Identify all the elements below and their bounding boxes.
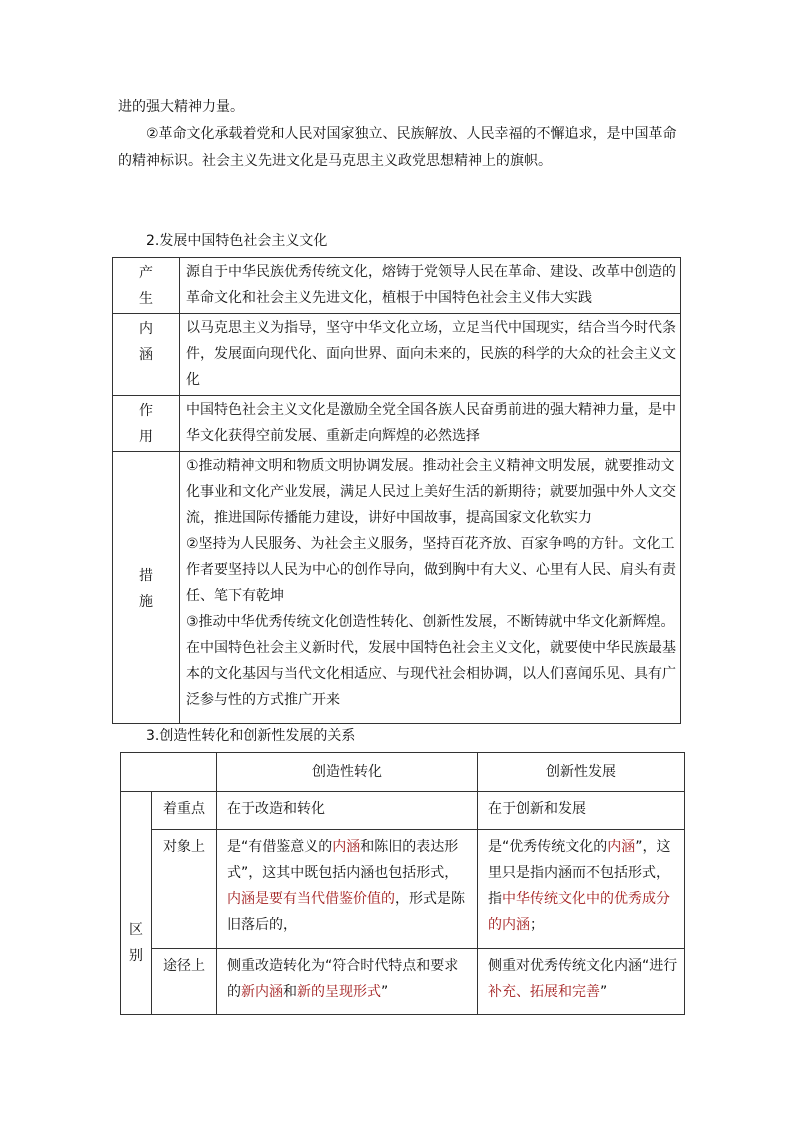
cell-text: ”	[381, 984, 389, 1000]
highlighted-text: 内涵是要有当代借鉴价值的	[227, 891, 395, 907]
cell-text: 在于改造和转化	[227, 801, 325, 817]
highlighted-text: 内涵	[607, 839, 636, 855]
table-row	[121, 792, 685, 830]
cell-a	[217, 830, 478, 949]
table-row	[121, 949, 685, 1015]
measure-item: ①推动精神文明和物质文明协调发展。推动社会主义精神文明发展，就要推动文化事业和文化产业发展，满足人民过上美好生活的新期待；就要加强中外人文交流，推进国际传播能力建设，讲好中国故事，提高国家文化软实力	[186, 458, 676, 526]
column-header-b: 创新性发展	[478, 753, 685, 792]
table-row	[113, 452, 681, 724]
row-label-measures: 措 施	[113, 452, 180, 724]
cell-text: 是“优秀传统文化的	[488, 839, 608, 855]
header-blank-cell	[121, 753, 217, 792]
cell-b	[478, 830, 685, 949]
intro-line: 进的强大精神力量。	[118, 99, 244, 115]
table-row	[121, 830, 685, 949]
cell-a	[217, 949, 478, 1015]
cell-text: 和	[283, 984, 297, 1000]
cell-text: 和陈旧的表达形式”，这其中既包括内涵也包括形式，	[227, 839, 459, 881]
row-text-role: 中国特色社会主义文化是激励全党全国各族人民奋勇前进的强大精神力量，是中华文化获得空前发展、重新走向辉煌的必然选择	[180, 396, 681, 452]
row-label-origin: 产 生	[113, 258, 180, 314]
row-label: 途径上	[152, 949, 217, 1015]
culture-table	[112, 257, 681, 724]
row-text-connotation: 以马克思主义为指导，坚守中华文化立场，立足当代中国现实，结合当今时代条件，发展面向现代化、面向世界、面向未来的，民族的科学的大众的社会主义文化	[180, 314, 681, 396]
section-heading-3: 3.创造性转化和创新性发展的关系	[146, 728, 356, 744]
highlighted-text: 补充、拓展和完善	[488, 984, 600, 1000]
section-heading-2: 2.发展中国特色社会主义文化	[146, 233, 328, 249]
row-label: 对象上	[152, 830, 217, 949]
cell-text: ”	[600, 984, 608, 1000]
table-header-row	[121, 753, 685, 792]
measure-item: ②坚持为人民服务、为社会主义服务，坚持百花齐放、百家争鸣的方针。文化工作者要坚持以人民为中心的创作导向，做到胸中有大义、心里有人民、肩头有责任、笔下有乾坤	[186, 536, 676, 604]
column-header-a: 创造性转化	[217, 753, 478, 792]
comparison-table	[120, 752, 685, 1015]
row-label-role: 作 用	[113, 396, 180, 452]
cell-text: 在于创新和发展	[488, 801, 586, 817]
cell-text: ”，这里只是指内涵而不包括形式，指	[488, 839, 671, 907]
row-text-origin: 源自于中华民族优秀传统文化，熔铸于党领导人民在革命、建设、改革中创造的革命文化和社会主义先进文化，植根于中国特色社会主义伟大实践	[180, 258, 681, 314]
cell-text: 侧重对优秀传统文化内涵“进行	[488, 958, 678, 974]
table-row	[113, 258, 681, 314]
table-row	[113, 396, 681, 452]
cell-text: 侧重改造转化为“符合时代特点和要求的	[227, 958, 459, 1000]
cell-b	[478, 792, 685, 830]
highlighted-text: 内涵	[332, 839, 361, 855]
cell-b	[478, 949, 685, 1015]
row-text-measures	[180, 452, 681, 724]
cell-text: ，形式是陈旧落后的，	[227, 891, 465, 933]
table-row	[113, 314, 681, 396]
cell-text: ；	[530, 917, 544, 933]
intro-paragraph: ②革命文化承载着党和人民对国家独立、民族解放、人民幸福的不懈追求，是中国革命的精神标识。社会主义先进文化是马克思主义政党思想精神上的旗帜。	[118, 126, 677, 169]
row-label-connotation: 内 涵	[113, 314, 180, 396]
highlighted-text: 新的呈现形式	[297, 984, 381, 1000]
cell-a	[217, 792, 478, 830]
row-label: 着重点	[152, 792, 217, 830]
measure-item: ③推动中华优秀传统文化创造性转化、创新性发展，不断铸就中华文化新辉煌。在中国特色社会主义新时代，发展中国特色社会主义文化，就要使中华民族最基本的文化基因与当代文化相适应、与现代社会相协调，以人们喜闻乐见、具有广泛参与性的方式推广开来	[186, 614, 676, 708]
cell-text: 是“有借鉴意义的	[227, 839, 333, 855]
group-label-difference: 区 别	[121, 792, 152, 1015]
highlighted-text: 新内涵	[241, 984, 283, 1000]
highlighted-text: 中华传统文化中的优秀成分的内涵	[488, 891, 670, 933]
